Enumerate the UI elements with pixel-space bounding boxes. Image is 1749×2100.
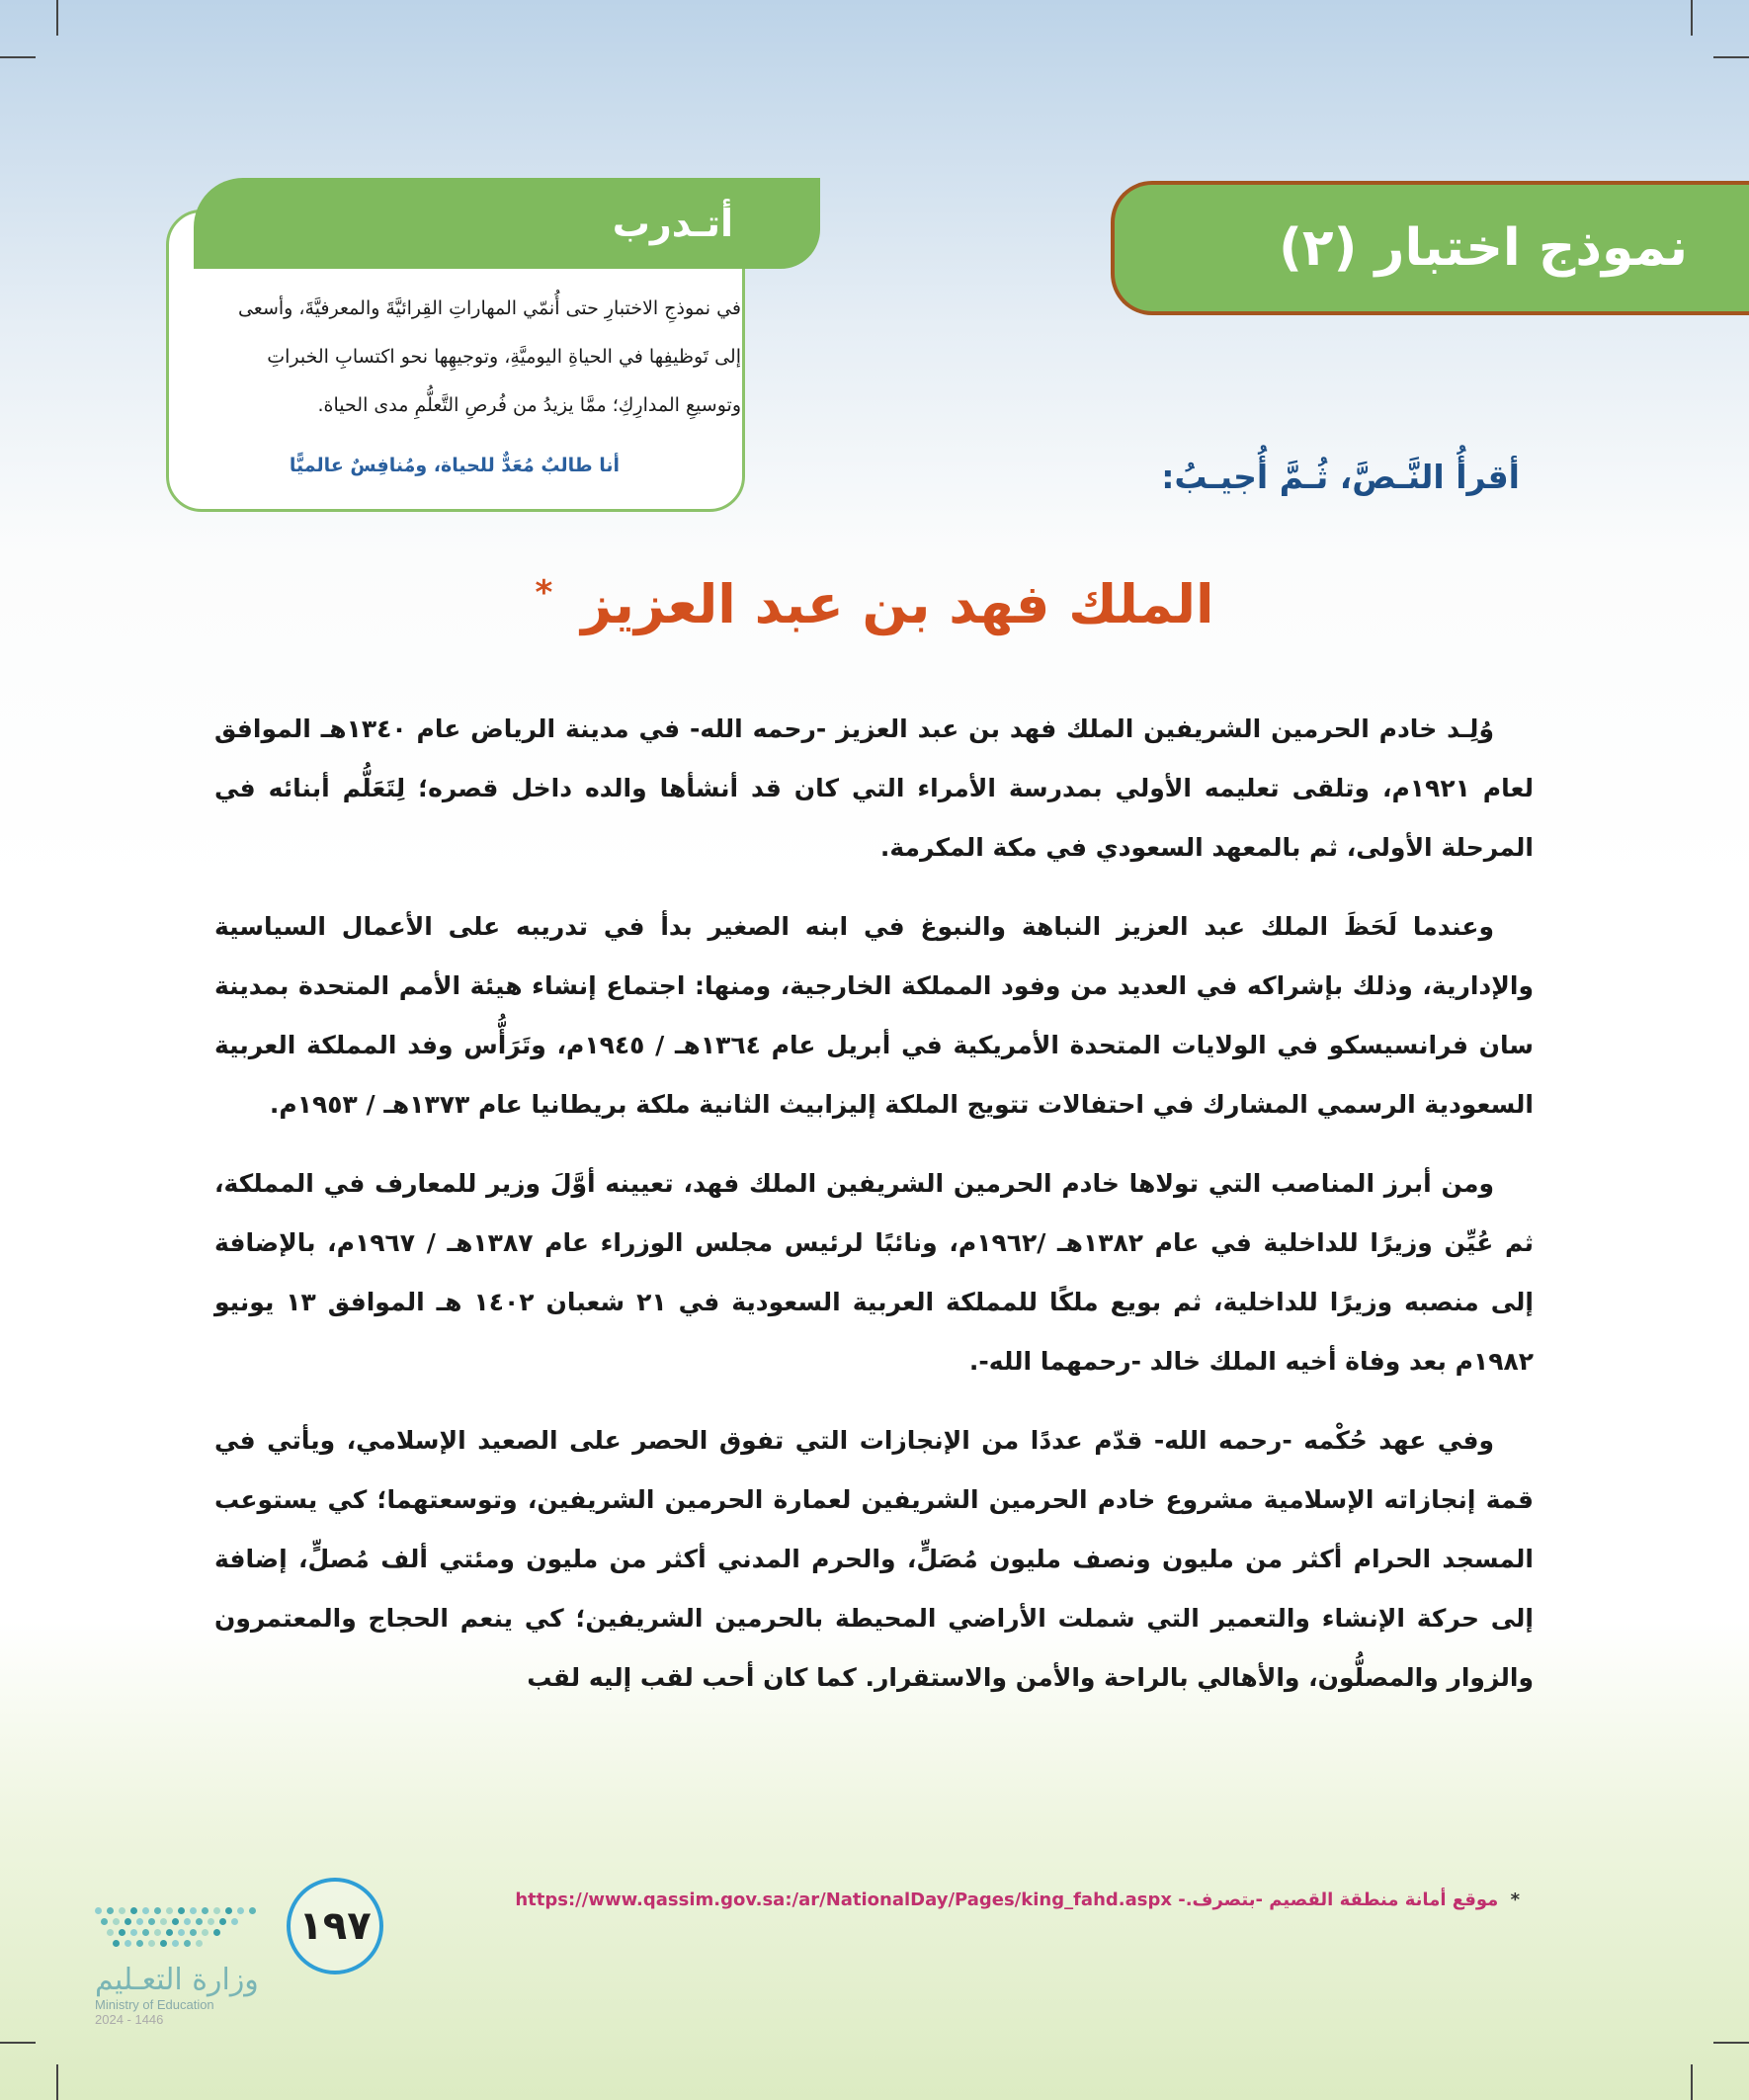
ministry-name-ar: وزارة التعـليم <box>95 1963 259 1997</box>
practice-line: إلى تَوظيفِها في الحياةِ اليوميَّةِ، وتوجيهِها نحو اكتسابِ الخبراتِ <box>267 346 741 368</box>
ministry-dot <box>178 1907 185 1914</box>
practice-text <box>188 285 741 430</box>
ministry-dot <box>107 1907 114 1914</box>
ministry-logo <box>95 1907 273 2027</box>
ministry-dot <box>184 1918 191 1925</box>
ministry-dot <box>160 1940 167 1947</box>
ministry-dot <box>95 1907 102 1914</box>
ministry-dot <box>172 1940 179 1947</box>
ministry-dot <box>166 1907 173 1914</box>
practice-label: أتـدرب <box>612 202 733 245</box>
footnote-marker: * <box>535 573 553 613</box>
practice-tab <box>194 178 820 269</box>
article-body <box>214 700 1534 1727</box>
article-title <box>0 573 1749 635</box>
ministry-dot <box>184 1940 191 1947</box>
page-title-tab <box>1111 181 1749 315</box>
ministry-dot <box>190 1907 197 1914</box>
ministry-dot <box>231 1918 238 1925</box>
ministry-dot <box>196 1940 203 1947</box>
ministry-dot <box>130 1907 137 1914</box>
ministry-dot <box>208 1918 214 1925</box>
ministry-dot <box>113 1918 120 1925</box>
page-number: ١٩٧ <box>298 1903 372 1949</box>
ministry-dot <box>249 1907 256 1914</box>
ministry-dot <box>136 1918 143 1925</box>
crop-mark <box>1691 2064 1693 2100</box>
ministry-dot <box>125 1940 131 1947</box>
crop-mark <box>1713 56 1749 58</box>
page-number-badge <box>287 1878 383 1974</box>
footnote-star: * <box>1510 1890 1520 1910</box>
crop-mark <box>0 2042 36 2044</box>
crop-mark <box>1713 2042 1749 2044</box>
ministry-dot <box>107 1929 114 1936</box>
practice-line: في نموذجِ الاختبارِ حتى أُنمّي المهاراتِ القِرائيَّةَ والمعرفيَّةَ، وأسعى <box>237 297 741 319</box>
ministry-dot <box>202 1929 208 1936</box>
article-paragraph: ومن أبرز المناصب التي تولاها خادم الحرمين الشريفين الملك فهد، تعيينه أوَّلَ وزير للمعارف في المملكة، ثم عُيِّن وزيرًا للداخلية في عام ١٣٨٢هـ /١٩٦٢م، ونائبًا لرئيس مجلس الوزراء عام ١٣٨٧هـ / ١٩٦٧م، بالإضافة إلى منصبه وزيرًا للداخلية، ثم بويع ملكًا للمملكة العربية السعودية في ٢١ شعبان ١٤٠٢ هـ الموافق ١٣ يونيو ١٩٨٢م بعد وفاة أخيه الملك خالد -رحمهما الله-. <box>214 1169 1535 1376</box>
ministry-dot <box>142 1907 149 1914</box>
article-title-text: الملك فهد بن عبد العزيز <box>581 573 1214 635</box>
ministry-dot <box>113 1940 120 1947</box>
ministry-dot <box>136 1940 143 1947</box>
page-title: نموذج اختبار (٢) <box>1279 218 1688 278</box>
ministry-dot <box>172 1918 179 1925</box>
crop-mark <box>56 0 58 36</box>
ministry-dot <box>237 1907 244 1914</box>
instruction: أقرأُ النَّـصَّ، ثُـمَّ أُجيـبُ: <box>1161 458 1520 496</box>
ministry-dot <box>148 1918 155 1925</box>
ministry-dot <box>196 1918 203 1925</box>
practice-line: وتوسيعِ المدارِكِ؛ ممَّا يزيدُ من فُرصِ التَّعلُّمِ مدى الحياة. <box>317 394 741 416</box>
ministry-dot <box>101 1918 108 1925</box>
ministry-dot <box>125 1918 131 1925</box>
footnote-url[interactable]: https://www.qassim.gov.sa:/ar/NationalDay/Pages/king_fahd.aspx <box>515 1890 1172 1910</box>
ministry-name-en: Ministry of Education <box>95 1997 214 2012</box>
ministry-dots-icon <box>95 1907 273 1957</box>
ministry-year: 2024 - 1446 <box>95 2012 164 2027</box>
footnote <box>515 1890 1520 1910</box>
ministry-dot <box>213 1929 220 1936</box>
crop-mark <box>0 56 36 58</box>
ministry-dot <box>142 1929 149 1936</box>
ministry-dot <box>148 1940 155 1947</box>
ministry-dot <box>119 1907 125 1914</box>
ministry-dot <box>178 1929 185 1936</box>
crop-mark <box>1691 0 1693 36</box>
ministry-dot <box>190 1929 197 1936</box>
crop-mark <box>56 2064 58 2100</box>
article-paragraph: وعندما لَحَظَ الملك عبد العزيز النباهة والنبوغ في ابنه الصغير بدأ في تدريبه على الأعمال السياسية والإدارية، وذلك بإشراكه في العديد من وفود المملكة الخارجية، ومنها: اجتماع إنشاء هيئة الأمم المتحدة بمدينة سان فرانسيسكو في الولايات المتحدة الأمريكية في أبريل عام ١٣٦٤هـ / ١٩٤٥م، وتَرَأُّس وفد المملكة العربية السعودية الرسمي المشارك في احتفالات تتويج الملكة إليزابيث الثانية ملكة بريطانيا عام ١٣٧٣هـ / ١٩٥٣م. <box>214 912 1534 1119</box>
article-paragraph: وفي عهد حُكْمه -رحمه الله- قدّم عددًا من الإنجازات التي تفوق الحصر على الصعيد الإسلامي، ويأتي في قمة إنجازاته الإسلامية مشروع خادم الحرمين الشريفين لعمارة الحرمين الشريفين، وتوسعتهما؛ كي يستوعب المسجد الحرام أكثر من مليون ونصف مليون مُصَلٍّ، والحرم المدني أكثر من مليون ومئتي ألف مُصلٍّ، إضافة إلى حركة الإنشاء والتعمير التي شملت الأراضي المحيطة بالحرمين الشريفين؛ كي ينعم الحجاج والمعتمرون والزوار والمصلُّون، والأهالي بالراحة والأمن والاستقرار. كما كان أحب لقب إليه لقب <box>214 1426 1534 1692</box>
ministry-dot <box>154 1929 161 1936</box>
ministry-dot <box>213 1907 220 1914</box>
ministry-dot <box>166 1929 173 1936</box>
article-paragraph: وُلِـد خادم الحرمين الشريفين الملك فهد بن عبد العزيز -رحمه الله- في مدينة الرياض عام ١٣٤٠هـ الموافق لعام ١٩٢١م، وتلقى تعليمه الأولي بمدرسة الأمراء التي كان قد أنشأها والده داخل قصره؛ لِتَعَلُّم أبنائه في المرحلة الأولى، ثم بالمعهد السعودي في مكة المكرمة. <box>214 714 1534 862</box>
ministry-dot <box>154 1907 161 1914</box>
ministry-dot <box>219 1918 226 1925</box>
ministry-dot <box>130 1929 137 1936</box>
footnote-source: موقع أمانة منطقة القصيم -بتصرف.- <box>1178 1890 1499 1910</box>
ministry-dot <box>225 1907 232 1914</box>
ministry-dot <box>160 1918 167 1925</box>
ministry-dot <box>202 1907 208 1914</box>
practice-motto: أنا طالبٌ مُعَدٌّ للحياة، ومُنافِسٌ عالميًّا <box>289 455 621 476</box>
ministry-dot <box>119 1929 125 1936</box>
